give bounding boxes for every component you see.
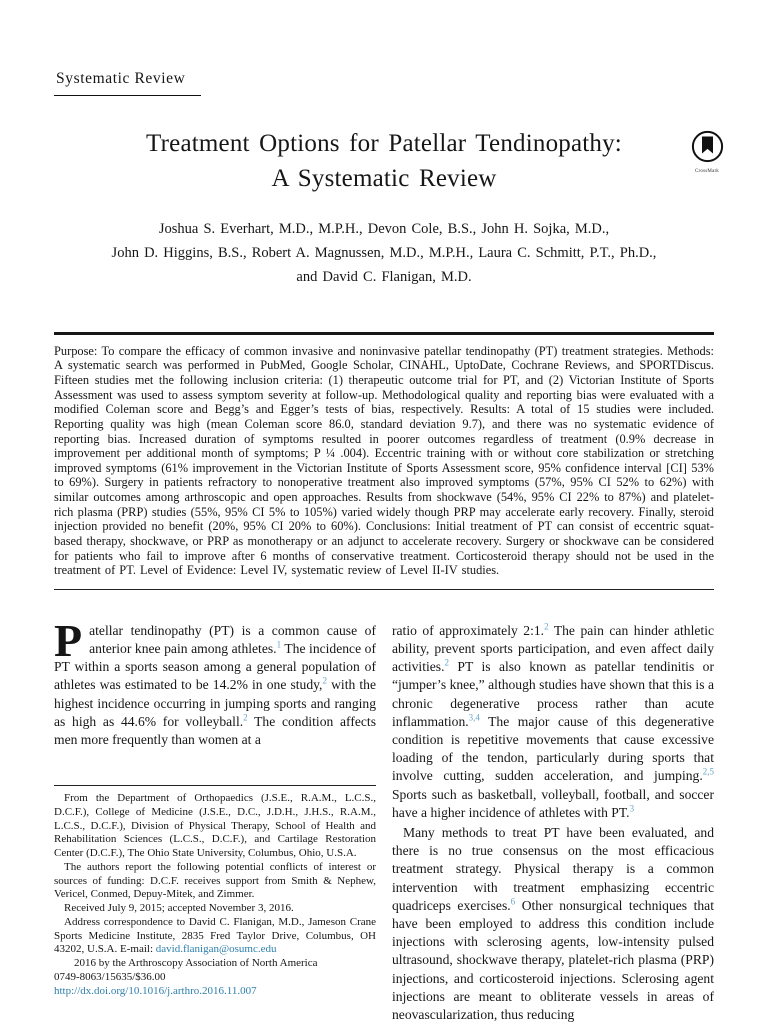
article-title-line1: Treatment Options for Patellar Tendinopathy:: [146, 130, 622, 157]
author-line: Joshua S. Everhart, M.D., M.P.H., Devon Cole, B.S., John H. Sojka, M.D.,: [158, 221, 610, 237]
doi-link[interactable]: http://dx.doi.org/10.1016/j.arthro.2016.11.007: [54, 984, 257, 997]
article-title-line2: A Systematic Review: [271, 165, 497, 192]
drop-cap: P: [54, 614, 83, 666]
body-paragraph: ratio of approximately 2:1.$^2$ The pain can hinder athletic ability, prevent sports participation, and even affect daily activities.$^2$ PT is also known as patellar tendinitis or “jumper’s knee,” although studies have shown that this is a chronic degenerative process rather than acute inflammation.$^{3,4}$ The major cause of this degenerative condition is repetitive movements that cause excessive loading of the tendon, particularly during sports that involve cutting, sudden acceleration, and jumping.$^{2,5}$ Sports such as basketball, volleyball, football, and soccer have a higher incidence of athletes with PT.$^3$: [392, 621, 715, 820]
affiliation-note: From the Department of Orthopaedics (J.S.E., R.A.M., L.C.S., D.C.F.), College of Medicine (J.S.E., D.C., J.D.H., J.H.S., R.A.M., L.C.S., D.C.F.), Division of Physical Therapy, School of Health and Rehabilitation Sciences (L.C.S., D.C.F.), and Cartilage Restoration Center (D.C.F.), The Ohio State University, Columbus, Ohio, U.S.A.: [54, 792, 376, 860]
intro-paragraph-text: atellar tendinopathy (PT) is a common cause of anterior knee pain among athletes.$^1$ The incidence of PT within a sports season among a general population of athletes was estimated to be 14.2% in one study,$^2$ with the highest incidence occurring in jumping sports and ranging as high as 44.6% for volleyball.$^2$ The condition affects men more frequently than women at a: [54, 622, 376, 747]
author-line: and David C. Flanigan, M.D.: [296, 268, 472, 285]
received-note: Received July 9, 2015; accepted November 3, 2016.: [64, 902, 294, 915]
crossmark-badge[interactable]: [688, 130, 726, 174]
right-column: [392, 622, 714, 1024]
section-label: Systematic Review: [54, 70, 201, 96]
body-paragraph: Many methods to treat PT have been evaluated, and there is no true consensus on the most efficacious treatment strategy. Physical therapy is a common intervention with treatment emphasizing eccentric quadriceps exercises.$^6$ Other nonsurgical techniques that have been employed to address this condition include injections with sclerosing agents, low-intensity pulsed ultrasound, shockwave therapy, platelet-rich plasma (PRP) injections, and corticosteroid injections. Sclerosing agent injections are meant to obliterate vessels in areas of neovascularization, thus reducing: [392, 825, 714, 1023]
left-column: [54, 614, 376, 1024]
issn-note: 0749-8063/15635/$36.00: [54, 970, 166, 983]
body-columns: [54, 614, 715, 1024]
crossmark-icon: [691, 150, 724, 167]
copyright-note: 2016 by the Arthroscopy Association of North America: [74, 957, 318, 970]
correspondence-note[interactable]: Address correspondence to David C. Flanigan, M.D., Jameson Crane Sports Medicine Institute, 2835 Fred Taylor Drive, Columbus, OH 43202, U.S.A. E-mail: david.flanigan@osumc.edu: [54, 915, 376, 956]
footnotes-block: [54, 785, 376, 998]
intro-paragraph: [54, 614, 376, 749]
abstract-text: Purpose: To compare the efficacy of common invasive and noninvasive patellar tendinopathy (PT) treatment strategies. Methods: A systematic search was performed in PubMed, Google Scholar, CINAHL, UptoDate, Cochrane Reviews, and SPORTDiscus. Fifteen studies met the following inclusion criteria: (1) therapeutic outcome trial for PT, and (2) Victorian Institute of Sports Assessment was used to assess symptom severity at follow-up. Methodological quality and reporting bias were evaluated with a modified Coleman score and Begg’s and Egger’s tests of bias, respectively. Results: A total of 15 studies were included. Reporting quality was high (mean Coleman score 86.0, standard deviation 9.7), and there was no systematic evidence of reporting bias. Increased duration of symptoms resulted in poorer outcomes regardless of treatment (0.9% decrease in improvement per additional month of symptoms; P ¼ .004). Eccentric training with or without core stabilization or stretching improved symptoms (61% improvement in the Victorian Institute of Sports Assessment score, 95% confidence interval [CI] 53% to 69%). Surgery in patients refractory to nonoperative treatment also improved symptoms (57%, 95% CI 52% to 62%) with similar outcomes among arthroscopic and open approaches. Results from shockwave (54%, 95% CI 22% to 87%) and platelet-rich plasma (PRP) studies (55%, 95% CI 5% to 105%) varied widely though PRP may accelerate early recovery. Finally, steroid injection provided no benefit (20%, 95% CI 20% to 60%). Conclusions: Initial treatment of PT can consist of eccentric squat-based therapy, shockwave, or PRP as monotherapy or an adjunct to accelerate recovery. Surgery or shockwave can be considered for patients who fail to improve after 6 months of conservative treatment. Corticosteroid therapy should not be used in the treatment of PT. Level of Evidence: Level IV, systematic review of Level II-IV studies.: [54, 343, 714, 578]
author-list: [54, 218, 714, 290]
abstract: [54, 332, 714, 578]
author-line: John D. Higgins, B.S., Robert A. Magnussen, M.D., M.P.H., Laura C. Schmitt, P.T., Ph.D.,: [111, 244, 657, 261]
abstract-bottom-rule: [54, 589, 714, 590]
article-title: [54, 126, 714, 196]
crossmark-label: CrossMark: [694, 169, 720, 174]
conflict-note: The authors report the following potential conflicts of interest or sources of funding: D.C.F. receives support from Smith & Nephew, Vericel, Conmed, Depuy-Mitek, and Zimmer.: [54, 860, 376, 901]
